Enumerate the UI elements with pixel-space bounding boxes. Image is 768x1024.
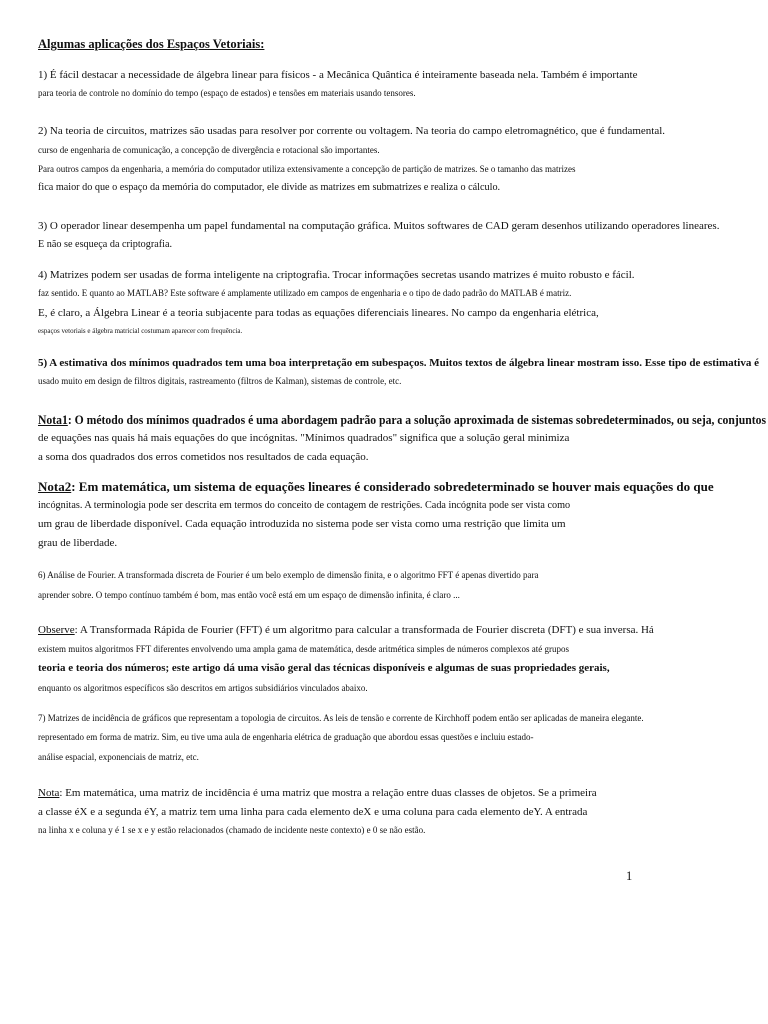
p1-line-1: 1) É fácil destacar a necessidade de álgebra linear para físicos - a Mecânica Quântica é inteiramente baseada nela. Também é importante [38,69,638,81]
nota3-line-2: a classe éX e a segunda éY, a matriz tem uma linha para cada elemento deX e uma coluna para cada elemento deY. A entrada [38,806,588,818]
nota2-line-3: um grau de liberdade disponível. Cada equação introduzida no sistema pode ser vista como uma restrição que limita um [38,518,566,530]
nota1-text: : O método dos mínimos quadrados é uma abordagem padrão para a solução aproximada de sistemas sobredeterminados, ou seja, conjuntos [67,412,767,427]
nota1-line-3: a soma dos quadrados dos erros cometidos nos resultados de cada equação. [38,451,369,463]
nota1-label: Nota1 [38,412,68,427]
p4-line-2: faz sentido. E quanto ao MATLAB? Este software é amplamente utilizado em campos de engenharia e o tipo de dado padrão do MATLAB é matriz. [38,288,572,298]
p2-line-2: curso de engenharia de comunicação, a concepção de divergência e rotacional são importantes. [38,145,380,155]
p7-line-1: 7) Matrizes de incidência de gráficos que representam a topologia de circuitos. As leis de tensão e corrente de Kirchhoff podem então ser aplicadas de maneira elegante. [38,713,644,723]
p5-line-2: usado muito em design de filtros digitais, rastreamento (filtros de Kalman), sistemas de controle, etc. [38,376,402,386]
observe-line-4: enquanto os algoritmos específicos são descritos em artigos subsidiários vinculados abaixo. [38,683,368,693]
observe-line-2: existem muitos algoritmos FFT diferentes envolvendo uma ampla gama de matemática, desde aritmética simples de números complexos até grupos [38,644,569,654]
nota3-label: Nota [38,787,60,799]
p7-line-2: representado em forma de matriz. Sim, eu tive uma aula de engenharia elétrica de graduação que abordou essas questões e incluiu estado- [38,732,534,742]
p3-line-2: E não se esqueça da criptografia. [38,239,173,250]
p3-line-1: 3) O operador linear desempenha um papel fundamental na computação gráfica. Muitos softwares de CAD geram desenhos utilizando operadores lineares. [38,220,720,232]
p6-line-1: 6) Análise de Fourier. A transformada discreta de Fourier é um belo exemplo de dimensão finita, e o algoritmo FFT é apenas divertido para [38,570,539,580]
observe-line-1 [38,625,654,636]
observe-label: Observe [38,624,75,636]
p2-line-4: fica maior do que o espaço da memória do computador, ele divide as matrizes em submatrizes e realiza o cálculo. [38,182,501,193]
observe-text: : A Transformada Rápida de Fourier (FFT) é um algoritmo para calcular a transformada de Fourier discreta (DFT) e sua inversa. Há [74,624,654,636]
page-number: 1 [626,869,633,883]
p2-line-1: 2) Na teoria de circuitos, matrizes são usadas para resolver por corrente ou voltagem. Na teoria do campo eletromagnético, que é fundamental. [38,125,666,137]
p2-line-3: Para outros campos da engenharia, a memória do computador utiliza extensivamente a concepção de partição de matrizes. Se o tamanho das matrizes [38,164,576,174]
p4-line-1: 4) Matrizes podem ser usadas de forma inteligente na criptografia. Trocar informações secretas usando matrizes é muito robusto e fácil. [38,269,635,281]
p7-line-3: análise espacial, exponenciais de matriz, etc. [38,752,199,762]
nota2-label: Nota2 [38,479,72,494]
document-title: Algumas aplicações dos Espaços Vetoriais: [38,37,265,51]
p1-line-2: para teoria de controle no domínio do tempo (espaço de estados) e tensões em materiais usando tensores. [38,88,416,98]
nota1-line-2: de equações nas quais há mais equações do que incógnitas. "Mínimos quadrados" significa que a solução geral minimiza [38,432,570,444]
nota3-text: : Em matemática, uma matriz de incidência é uma matriz que mostra a relação entre duas classes de objetos. Se a primeira [59,787,597,799]
nota2-line-1 [38,480,714,493]
observe-line-3: teoria e teoria dos números; este artigo dá uma visão geral das técnicas disponíveis e algumas de suas propriedades gerais, [38,662,610,674]
nota2-line-4: grau de liberdade. [38,537,118,549]
nota3-line-1 [38,788,597,799]
p4-line-3: E, é claro, a Álgebra Linear é a teoria subjacente para todas as equações diferenciais lineares. No campo da engenharia elétrica, [38,307,599,319]
p5-line-1: 5) A estimativa dos mínimos quadrados tem uma boa interpretação em subespaços. Muitos textos de álgebra linear mostram isso. Esse tipo de estimativa é [38,357,759,369]
p4-line-4: espaços vetoriais e álgebra matricial costumam aparecer com frequência. [38,327,243,335]
p6-line-2: aprender sobre. O tempo contínuo também é bom, mas então você está em um espaço de dimensão infinita, é claro ... [38,590,460,600]
nota1-line-1 [38,413,766,426]
nota2-line-2: incógnitas. A terminologia pode ser descrita em termos do conceito de contagem de restrições. Cada incógnita pode ser vista como [38,500,571,511]
nota3-line-3: na linha x e coluna y é 1 se x e y estão relacionados (chamado de incidente neste contexto) e 0 se não estão. [38,825,426,835]
nota2-text: : Em matemática, um sistema de equações lineares é considerado sobredeterminado se houver mais equações do que [71,479,714,494]
